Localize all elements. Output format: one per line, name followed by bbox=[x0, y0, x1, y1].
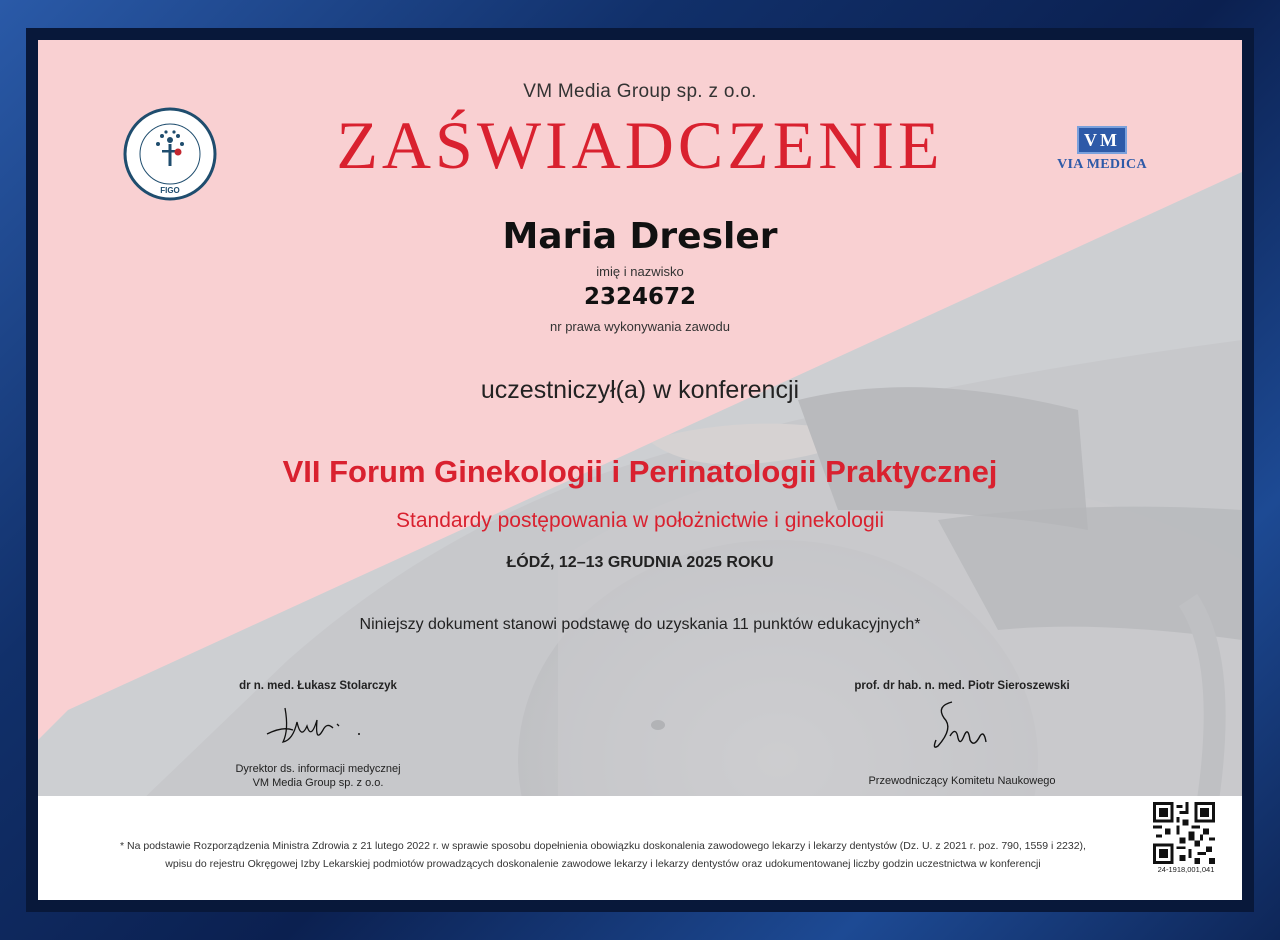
legal-footnote bbox=[58, 837, 1148, 873]
certificate-title: ZAŚWIADCZENIE bbox=[336, 107, 944, 183]
left-role-line2: VM Media Group sp. z o.o. bbox=[252, 777, 384, 789]
license-number: 2324672 bbox=[583, 284, 697, 310]
via-medica-text: VIA MEDICA bbox=[1057, 157, 1147, 172]
left-role-line1: Dyrektor ds. informacji medycznej bbox=[235, 763, 401, 775]
place-and-date: ŁÓDŹ, 12–13 GRUDNIA 2025 ROKU bbox=[506, 554, 774, 571]
publisher-name: VM Media Group sp. z o.o. bbox=[523, 81, 757, 102]
education-points-note: Niniejszy dokument stanowi podstawę do uzyskania 11 punktów edukacyjnych* bbox=[359, 616, 921, 633]
left-signatory-name: dr n. med. Łukasz Stolarczyk bbox=[239, 680, 397, 692]
certificate-paper bbox=[38, 40, 1242, 900]
certificate-code: 24-1918,001,041 bbox=[1157, 865, 1215, 874]
left-signature-icon bbox=[263, 700, 373, 750]
name-caption: imię i nazwisko bbox=[596, 264, 684, 279]
qr-code-icon bbox=[1153, 802, 1215, 864]
recipient-name: Maria Dresler bbox=[502, 216, 778, 257]
participation-text: uczestniczył(a) w konferencji bbox=[480, 376, 800, 404]
right-signature-icon bbox=[928, 696, 998, 756]
logo-figo-text: FIGO bbox=[160, 186, 180, 195]
left-signatory-role bbox=[198, 762, 438, 790]
right-signatory-role: Przewodniczący Komitetu Naukowego bbox=[868, 775, 1056, 787]
conference-title: VII Forum Ginekologii i Perinatologii Praktycznej bbox=[282, 454, 998, 489]
footnote-line1: * Na podstawie Rozporządzenia Ministra Zdrowia z 21 lutego 2022 r. w sprawie sposobu dopełnienia obowiązku doskonalenia zawodowego lekarzy i lekarzy dentystów (Dz. U. z 2021 r. poz. 790, 1559 i 2232), bbox=[120, 840, 1086, 852]
vm-badge: VM bbox=[1077, 126, 1127, 154]
right-signatory-name: prof. dr hab. n. med. Piotr Sieroszewski bbox=[854, 680, 1070, 692]
license-caption: nr prawa wykonywania zawodu bbox=[550, 319, 730, 334]
footnote-line2: wpisu do rejestru Okręgowej Izby Lekarskiej podmiotów prowadzących doskonalenie zawodowe lekarzy i lekarzy dentystów oraz udokumentowanej liczby godzin uczestnictwa w konferencji bbox=[165, 858, 1041, 870]
conference-subtitle: Standardy postępowania w położnictwie i ginekologii bbox=[396, 509, 884, 532]
